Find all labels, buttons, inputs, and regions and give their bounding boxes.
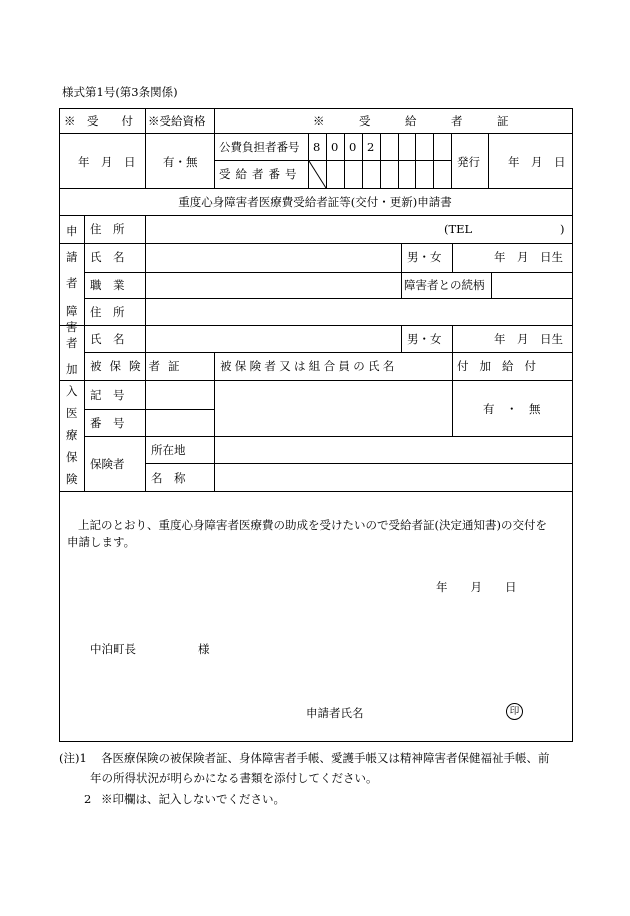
- applicant-signature-field[interactable]: [370, 700, 500, 724]
- disabled-birth: 年 月 日生: [494, 332, 563, 346]
- card-number-label: 番 号: [90, 416, 125, 430]
- note-1: 各医療保険の被保険者証、身体障害者手帳、愛護手帳又は精神障害者保健福祉手帳、前: [101, 751, 550, 765]
- declaration-text-cont: 申請します。: [67, 535, 136, 549]
- applicant-section-char: 請: [66, 250, 78, 264]
- insurance-section-char: 加: [66, 362, 78, 376]
- applicant-section-char: 申: [66, 224, 78, 238]
- insured-name-field[interactable]: [215, 381, 451, 435]
- insurance-card-label: 被保険者証: [90, 359, 188, 373]
- eligibility-header: ※受給資格: [148, 114, 206, 128]
- applicant-name-label: 氏 名: [90, 250, 125, 264]
- insurance-section-char: 医: [66, 406, 78, 420]
- insured-name-label: 被保険者又は組合員の氏名: [220, 359, 398, 373]
- applicant-birth: 年 月 日生: [494, 250, 563, 264]
- disabled-address-label: 住 所: [90, 305, 125, 319]
- applicant-section-char: 者: [66, 276, 78, 290]
- card-number-field[interactable]: [146, 410, 213, 435]
- note-2: ※印欄は、記入しないでください。: [101, 792, 285, 806]
- reception-date: 年 月 日: [78, 155, 136, 169]
- form-label: 様式第1号(第3条関係): [62, 85, 178, 99]
- card-symbol-label: 記 号: [90, 388, 125, 402]
- disabled-section-char: 害: [66, 320, 78, 334]
- disabled-section-char: 障: [66, 304, 78, 318]
- payer-digit: 0: [331, 140, 339, 154]
- payer-digit: 0: [349, 140, 357, 154]
- certificate-header: ※ 受 給 者 証: [313, 114, 509, 128]
- eligibility-yes-no: 有・無: [163, 155, 198, 169]
- disabled-name-label: 氏 名: [90, 332, 125, 346]
- applicant-signature-label: 申請者氏名: [306, 706, 364, 720]
- note-prefix: (注)1: [59, 751, 87, 765]
- payer-digit: 8: [313, 140, 321, 154]
- insurance-section-char: 保: [66, 450, 78, 464]
- insurer-location-label: 所在地: [151, 443, 186, 457]
- addressee: 中泊町長: [90, 642, 136, 656]
- payer-number-label: 公費負担者番号: [219, 140, 300, 154]
- extra-benefit-value: 有 ・ 無: [483, 402, 541, 416]
- disabled-gender: 男・女: [407, 332, 442, 346]
- relation-field[interactable]: [492, 273, 572, 297]
- note-2-number: 2: [84, 792, 92, 806]
- insurer-location-field[interactable]: [215, 437, 572, 462]
- disabled-section-char: 者: [66, 336, 78, 350]
- issue-date: 年 月 日: [508, 155, 566, 169]
- addressee-honorific: 様: [198, 642, 210, 656]
- insurance-section-char: 険: [66, 472, 78, 486]
- disabled-name-field[interactable]: [146, 326, 400, 351]
- payer-digit: 2: [367, 140, 375, 154]
- insurer-name-field[interactable]: [215, 464, 572, 490]
- applicant-occupation-field[interactable]: [146, 273, 400, 297]
- applicant-address-field[interactable]: [146, 216, 572, 242]
- applicant-occupation-label: 職 業: [90, 278, 125, 292]
- recipient-number-label: 受給者番号: [219, 167, 302, 181]
- insurer-label: 保険者: [90, 457, 125, 471]
- declaration-text: 上記のとおり、重度心身障害者医療費の助成を受けたいので受給者証(決定通知書)の交付を: [78, 518, 547, 532]
- issue-label: 発行: [457, 155, 480, 169]
- card-symbol-field[interactable]: [146, 381, 213, 408]
- note-1-cont: 年の所得状況が明らかになる書類を添付してください。: [90, 771, 378, 785]
- applicant-address-label: 住 所: [90, 222, 125, 236]
- insurance-section-char: 入: [66, 384, 78, 398]
- extra-benefit-label: 付加給付: [457, 359, 547, 373]
- insurer-name-label: 名 称: [151, 471, 186, 485]
- disabled-address-field[interactable]: [146, 299, 572, 324]
- application-date: 年 月 日: [436, 580, 517, 594]
- applicant-tel-close: ): [560, 222, 565, 236]
- reception-header: ※ 受 付: [64, 114, 133, 128]
- applicant-tel-label: (TEL: [444, 222, 473, 236]
- seal-icon: 印: [506, 703, 523, 720]
- relation-label: 障害者との続柄: [404, 278, 485, 292]
- insurance-section-char: 療: [66, 428, 78, 442]
- applicant-name-field[interactable]: [146, 244, 400, 271]
- form-title: 重度心身障害者医療費受給者証等(交付・更新)申請書: [178, 195, 452, 209]
- applicant-gender: 男・女: [407, 250, 442, 264]
